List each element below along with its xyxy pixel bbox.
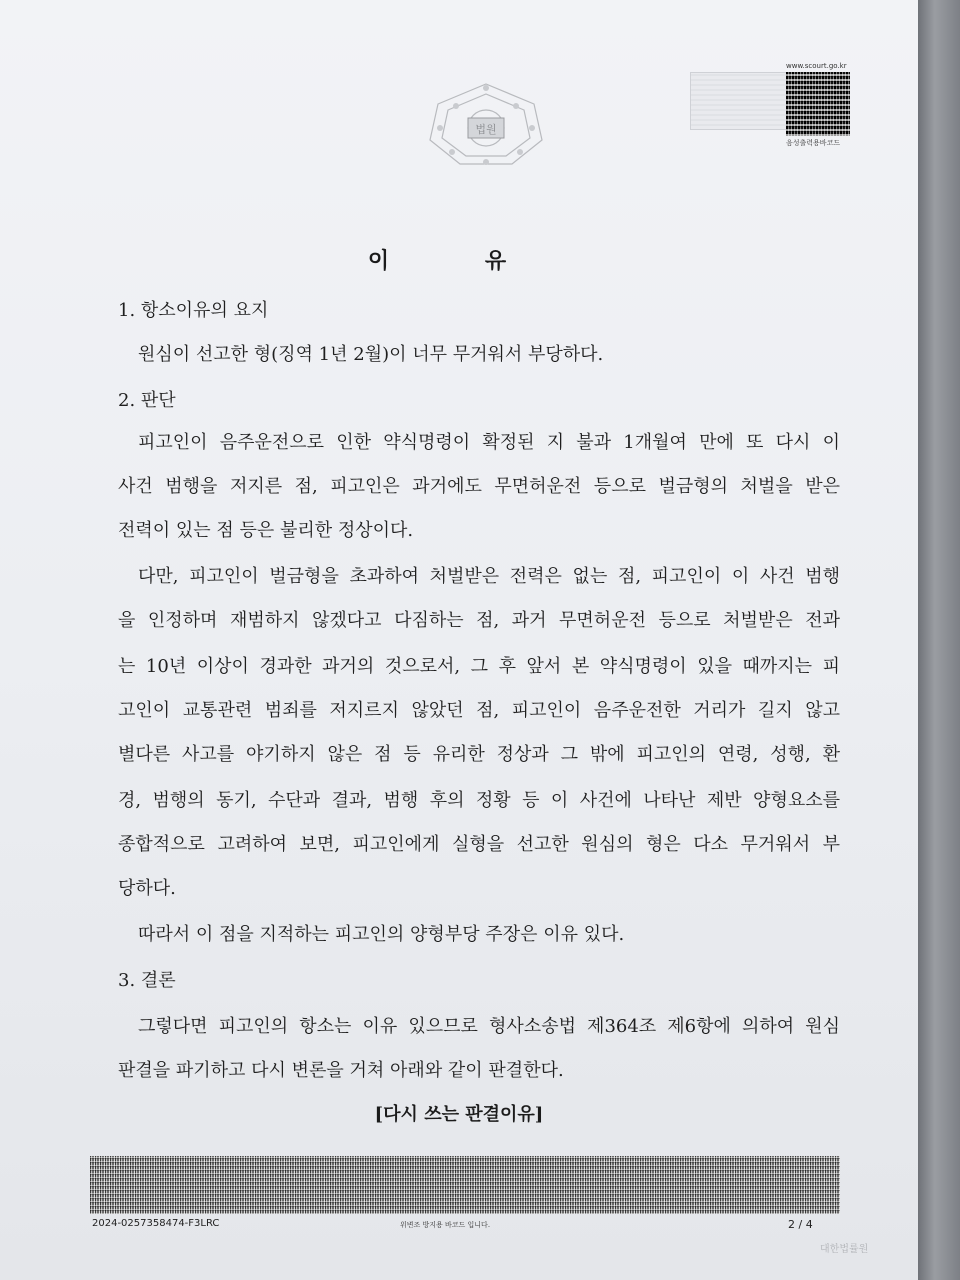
paragraph-line: 다만, 피고인이 벌금형을 초과하여 처벌받은 전력은 없는 점, 피고인이 이 사건 범행 [138,566,840,587]
document-id: 2024-0257358474-F3LRC [92,1218,220,1229]
emblem-text: 법원 [475,123,497,136]
subsection-heading: [다시 쓰는 판결이유] [374,1104,544,1125]
paragraph-line: 그렇다면 피고인의 항소는 이유 있으므로 형사소송법 제364조 제6항에 의하여 원심 [138,1016,840,1037]
barcode-note: 위변조 방지용 바코드 입니다. [400,1221,491,1229]
paragraph-line: 경, 범행의 동기, 수단과 결과, 범행 후의 정황 등 이 사건에 나타난 제반 양형요소를 [118,790,840,811]
document-title: 이 유 [367,248,551,274]
paragraph-line: 사건 범행을 저지른 점, 피고인은 과거에도 무면허운전 등으로 벌금형의 처벌을 받은 [118,476,840,497]
paragraph-line: 원심이 선고한 형(징역 1년 2월)이 너무 무거워서 부당하다. [138,344,604,365]
section-heading-1: 1. 항소이유의 요지 [118,300,269,321]
watermark: 대한법률원 [820,1244,869,1255]
section-heading-2: 2. 판단 [118,390,176,411]
page-edge-background [918,0,960,1280]
qr-caption: 음성출력용바코드 [786,139,841,147]
paragraph-line: 종합적으로 고려하여 보면, 피고인에게 실형을 선고한 원심의 형은 다소 무거워서 부 [118,834,840,855]
barcode-box [690,72,788,130]
qr-code [786,72,850,136]
paragraph-line: 판결을 파기하고 다시 변론을 거쳐 아래와 같이 판결한다. [118,1060,564,1081]
paragraph-line: 고인이 교통관련 범죄를 저지르지 않았던 점, 피고인이 음주운전한 거리가 길지 않고 [118,700,840,721]
paragraph-line: 당하다. [118,878,176,899]
site-url: www.scourt.go.kr [786,62,847,70]
paragraph-line: 전력이 있는 점 등은 불리한 정상이다. [118,520,414,541]
paragraph-line: 을 인정하며 재범하지 않겠다고 다짐하는 점, 과거 무면허운전 등으로 처벌받은 전과 [118,610,840,631]
section-heading-3: 3. 결론 [118,970,176,991]
paragraph-line: 따라서 이 점을 지적하는 피고인의 양형부당 주장은 이유 있다. [138,924,625,945]
paragraph-line: 피고인이 음주운전으로 인한 약식명령이 확정된 지 불과 1개월여 만에 또 다시 이 [138,432,840,453]
paragraph-line: 는 10년 이상이 경과한 과거의 것으로서, 그 후 앞서 본 약식명령이 있을 때까지는 피 [118,656,840,677]
page-number: 2 / 4 [788,1218,813,1231]
court-emblem-icon [416,78,556,170]
paragraph-line: 별다른 사고를 야기하지 않은 점 등 유리한 정상과 그 밖에 피고인의 연령, 성행, 환 [118,744,840,765]
anti-forgery-barcode [90,1156,840,1214]
